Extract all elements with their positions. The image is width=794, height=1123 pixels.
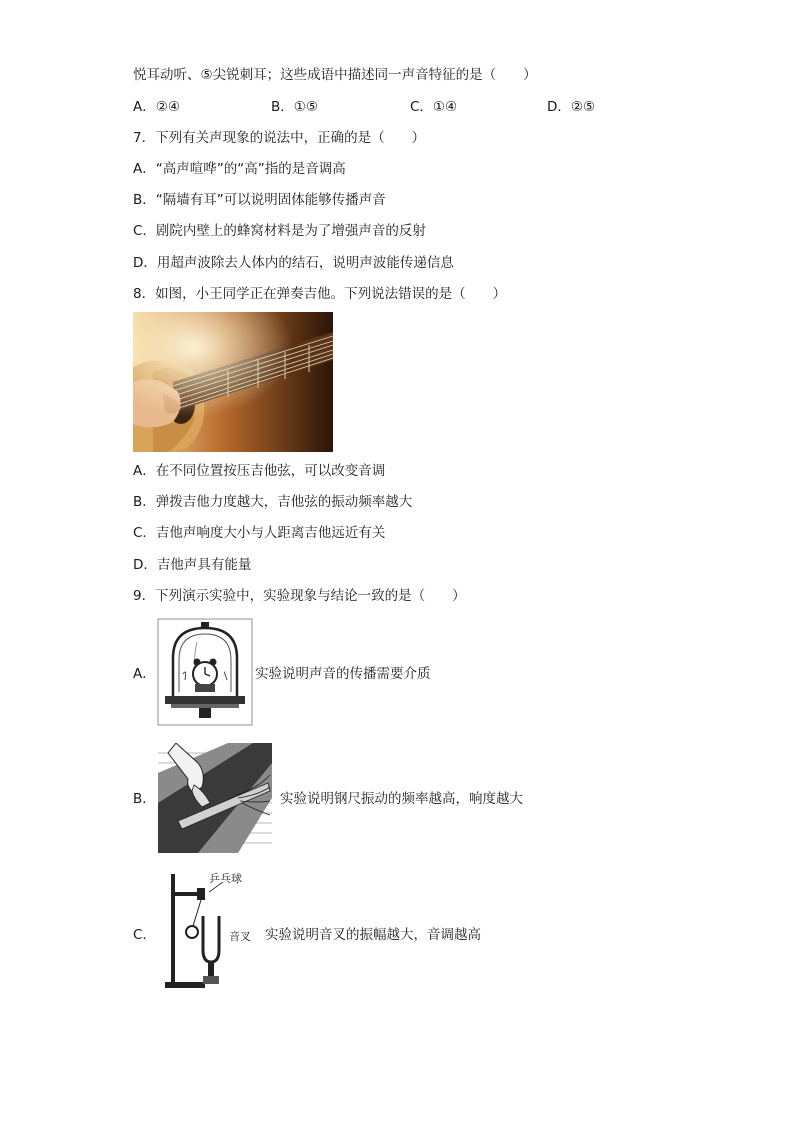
- guitar-photo: [133, 312, 333, 452]
- label-tuning-fork: 音叉: [229, 930, 251, 943]
- q6-option-d[interactable]: D．②⑤: [547, 99, 596, 115]
- q9-option-c-text: 实验说明音叉的振幅越大，音调越高: [265, 927, 481, 943]
- q8-stem: 8．如图，小王同学正在弹奏吉他。下列说法错误的是（ ）: [133, 286, 507, 302]
- q7-option-d[interactable]: D．用超声波除去人体内的结石，说明声波能传递信息: [133, 255, 454, 271]
- q8-option-b[interactable]: B．弹拨吉他力度越大，吉他弦的振动频率越大: [133, 494, 413, 510]
- q8-option-a[interactable]: A．在不同位置按压吉他弦，可以改变音调: [133, 463, 386, 479]
- q7-option-b[interactable]: B．“隔墙有耳”可以说明固体能够传播声音: [133, 192, 386, 208]
- label-ping-pong-ball: 乒乓球: [209, 872, 242, 885]
- steel-ruler-figure: [158, 743, 272, 853]
- q9-option-a-text: 实验说明声音的传播需要介质: [255, 666, 431, 682]
- q9-stem: 9．下列演示实验中，实验现象与结论一致的是（ ）: [133, 588, 466, 604]
- q6-continuation: 悦耳动听、⑤尖锐刺耳；这些成语中描述同一声音特征的是（ ）: [133, 67, 537, 83]
- q8-option-c[interactable]: C．吉他声响度大小与人距离吉他远近有关: [133, 525, 386, 541]
- q8-option-d[interactable]: D．吉他声具有能量: [133, 557, 252, 573]
- tuning-fork-figure: [163, 870, 261, 992]
- q6-options: [133, 98, 613, 116]
- bell-jar-figure: [157, 618, 253, 726]
- q6-option-c[interactable]: C．①④: [410, 99, 458, 115]
- q7-stem: 7．下列有关声现象的说法中，正确的是（ ）: [133, 130, 426, 146]
- q9-option-b-text: 实验说明钢尺振动的频率越高，响度越大: [280, 791, 523, 807]
- q6-option-a[interactable]: A．②④: [133, 99, 180, 115]
- q9-option-c-letter[interactable]: C．: [133, 927, 156, 943]
- q7-option-c[interactable]: C．剧院内壁上的蜂窝材料是为了增强声音的反射: [133, 223, 426, 239]
- q6-option-b[interactable]: B．①⑤: [271, 99, 318, 115]
- q9-option-b-letter[interactable]: B．: [133, 791, 156, 807]
- q7-option-a[interactable]: A．“高声喧哗”的“高”指的是音调高: [133, 161, 346, 177]
- q9-option-a-letter[interactable]: A．: [133, 666, 156, 682]
